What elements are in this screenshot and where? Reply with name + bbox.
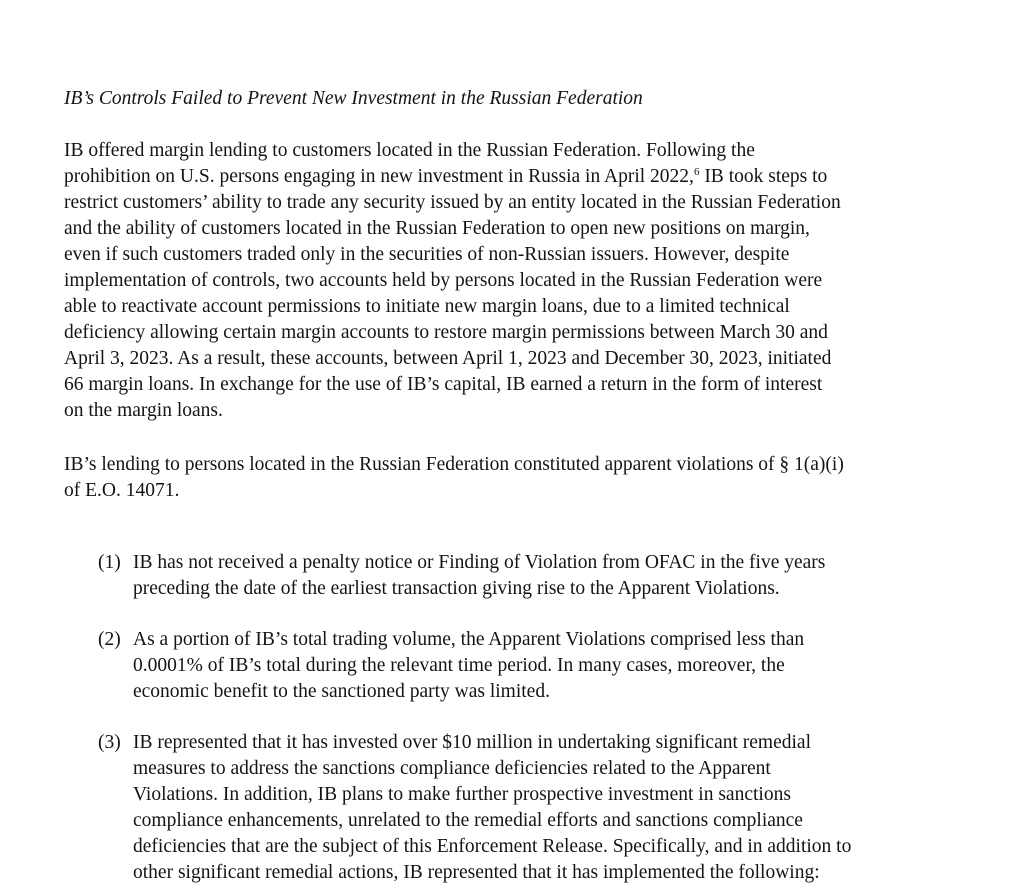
- paragraph-line: deficiency allowing certain margin accounts to restore margin permissions between March 30 and: [64, 322, 828, 343]
- paragraph-line: able to reactivate account permissions to initiate new margin loans, due to a limited technical: [64, 296, 790, 317]
- list-item-line: deficiencies that are the subject of this Enforcement Release. Specifically, and in addition to: [133, 836, 852, 857]
- list-item-line: other significant remedial actions, IB represented that it has implemented the following:: [133, 862, 820, 883]
- paragraph-line: of E.O. 14071.: [64, 480, 180, 501]
- paragraph-line: restrict customers’ ability to trade any security issued by an entity located in the Russian Federation: [64, 192, 841, 213]
- paragraph-line: 66 margin loans. In exchange for the use of IB’s capital, IB earned a return in the form of interest: [64, 374, 823, 395]
- paragraph-line: and the ability of customers located in the Russian Federation to open new positions on margin,: [64, 218, 810, 239]
- list-item-line: 0.0001% of IB’s total during the relevant time period. In many cases, moreover, the: [133, 655, 785, 676]
- paragraph-line: [64, 167, 827, 187]
- list-item-number: (1): [98, 552, 121, 573]
- paragraph-line: on the margin loans.: [64, 400, 223, 421]
- paragraph-line: IB offered margin lending to customers located in the Russian Federation. Following the: [64, 140, 755, 161]
- list-item-line: Violations. In addition, IB plans to make further prospective investment in sanctions: [133, 784, 791, 805]
- list-item-line: measures to address the sanctions compliance deficiencies related to the Apparent: [133, 758, 771, 779]
- list-item-line: preceding the date of the earliest transaction giving rise to the Apparent Violations.: [133, 578, 780, 599]
- paragraph-line-text: IB took steps to: [699, 166, 828, 187]
- list-item-number: (2): [98, 629, 121, 650]
- paragraph-line: IB’s lending to persons located in the Russian Federation constituted apparent violations of § 1(a)(i): [64, 454, 844, 475]
- footnote-reference[interactable]: 6: [693, 166, 700, 178]
- paragraph-line: April 3, 2023. As a result, these accounts, between April 1, 2023 and December 30, 2023, initiated: [64, 348, 832, 369]
- list-item-line: IB has not received a penalty notice or Finding of Violation from OFAC in the five years: [133, 552, 826, 573]
- list-item-line: compliance enhancements, unrelated to the remedial efforts and sanctions compliance: [133, 810, 803, 831]
- paragraph-line: implementation of controls, two accounts held by persons located in the Russian Federation were: [64, 270, 823, 291]
- paragraph-line: even if such customers traded only in the securities of non-Russian issuers. However, despite: [64, 244, 790, 265]
- section-heading: IB’s Controls Failed to Prevent New Investment in the Russian Federation: [64, 88, 643, 109]
- list-item-line: As a portion of IB’s total trading volume, the Apparent Violations comprised less than: [133, 629, 805, 650]
- paragraph-line-text: prohibition on U.S. persons engaging in new investment in Russia in April 2022,: [64, 166, 694, 187]
- list-item-line: economic benefit to the sanctioned party was limited.: [133, 681, 550, 702]
- list-item-number: (3): [98, 732, 121, 753]
- list-item-line: IB represented that it has invested over $10 million in undertaking significant remedial: [133, 732, 811, 753]
